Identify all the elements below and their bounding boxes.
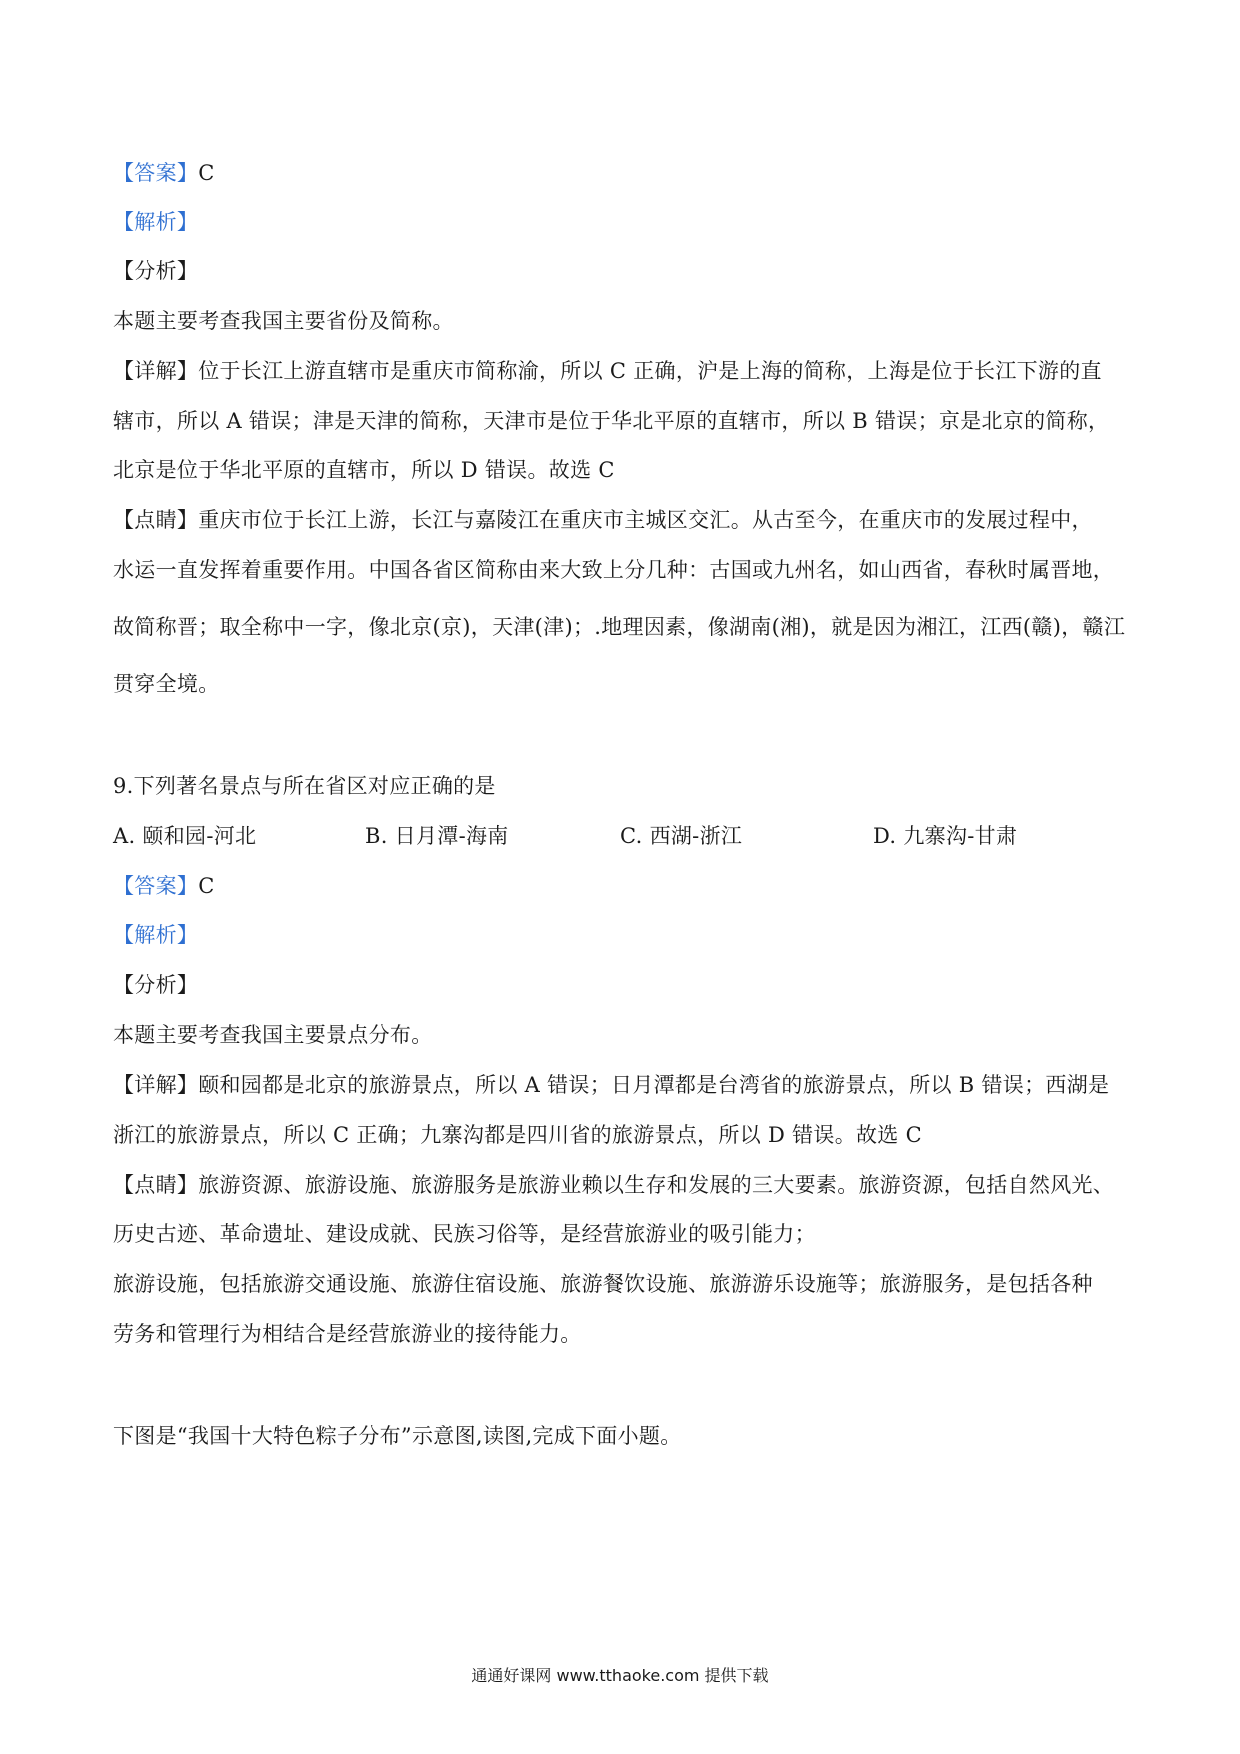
comment-line: 故简称晋；取全称中一字，像北京(京)，天津(津)；.地理因素，像湖南(湘)，就是因为湘江，江西(赣)，赣江 bbox=[113, 615, 1126, 639]
comment-line: 旅游设施，包括旅游交通设施、旅游住宿设施、旅游餐饮设施、旅游游乐设施等；旅游服务，是包括各种 bbox=[113, 1272, 1093, 1296]
comment-line bbox=[113, 1170, 1133, 1200]
detail-tag: 【详解】 bbox=[113, 1073, 199, 1097]
answer-value: C bbox=[198, 874, 215, 898]
comment-line: 水运一直发挥着重要作用。中国各省区简称由来大致上分几种：古国或九州名，如山西省，春秋时属晋地， bbox=[113, 558, 1115, 582]
detail-line bbox=[113, 1070, 1133, 1100]
intro-text: 本题主要考查我国主要景点分布。 bbox=[113, 1023, 433, 1047]
option-c: C. 西湖-浙江 bbox=[620, 824, 743, 848]
detail-text: 颐和园都是北京的旅游景点，所以 A 错误；日月潭都是台湾省的旅游景点，所以 B 错误；西湖是 bbox=[198, 1073, 1110, 1097]
answer-line bbox=[113, 871, 1133, 901]
answer-value: C bbox=[198, 161, 215, 185]
option-b: B. 日月潭-海南 bbox=[365, 824, 509, 848]
answer-line bbox=[113, 158, 1133, 188]
option-a: A. 颐和园-河北 bbox=[113, 824, 257, 848]
question-stem: 9.下列著名景点与所在省区对应正确的是 bbox=[113, 774, 496, 798]
comment-text: 重庆市位于长江上游，长江与嘉陵江在重庆市主城区交汇。从古至今，在重庆市的发展过程中， bbox=[198, 508, 1093, 532]
answer-tag: 【答案】 bbox=[113, 874, 199, 898]
detail-line: 北京是位于华北平原的直辖市，所以 D 错误。故选 C bbox=[113, 458, 615, 482]
footer-text: 通通好课网 www.tthaoke.com 提供下载 bbox=[471, 1666, 769, 1685]
answer-tag: 【答案】 bbox=[113, 161, 199, 185]
comment-line bbox=[113, 505, 1133, 535]
analysis-tag: 【解析】 bbox=[113, 210, 199, 234]
comment-line: 贯穿全境。 bbox=[113, 672, 220, 696]
detail-tag: 【详解】 bbox=[113, 359, 199, 383]
comment-text: 旅游资源、旅游设施、旅游服务是旅游业赖以生存和发展的三大要素。旅游资源，包括自然风光、 bbox=[198, 1173, 1115, 1197]
fenxi-tag: 【分析】 bbox=[113, 973, 199, 997]
fenxi-tag: 【分析】 bbox=[113, 259, 199, 283]
detail-line bbox=[113, 356, 1133, 386]
comment-tag: 【点睛】 bbox=[113, 508, 199, 532]
detail-line: 辖市，所以 A 错误；津是天津的简称，天津市是位于华北平原的直辖市，所以 B 错误；京是北京的简称， bbox=[113, 409, 1110, 433]
detail-line: 浙江的旅游景点，所以 C 正确；九寨沟都是四川省的旅游景点，所以 D 错误。故选 C bbox=[113, 1123, 922, 1147]
comment-line: 历史古迹、革命遗址、建设成就、民族习俗等，是经营旅游业的吸引能力； bbox=[113, 1222, 816, 1246]
detail-text: 位于长江上游直辖市是重庆市简称渝，所以 C 正确，沪是上海的简称，上海是位于长江下游的直 bbox=[198, 359, 1102, 383]
comment-line: 劳务和管理行为相结合是经营旅游业的接待能力。 bbox=[113, 1322, 582, 1346]
option-d: D. 九寨沟-甘肃 bbox=[873, 824, 1018, 848]
comment-tag: 【点睛】 bbox=[113, 1173, 199, 1197]
analysis-tag: 【解析】 bbox=[113, 923, 199, 947]
intro-text: 本题主要考查我国主要省份及简称。 bbox=[113, 309, 454, 333]
next-intro: 下图是“我国十大特色粽子分布”示意图,读图,完成下面小题。 bbox=[113, 1424, 682, 1448]
